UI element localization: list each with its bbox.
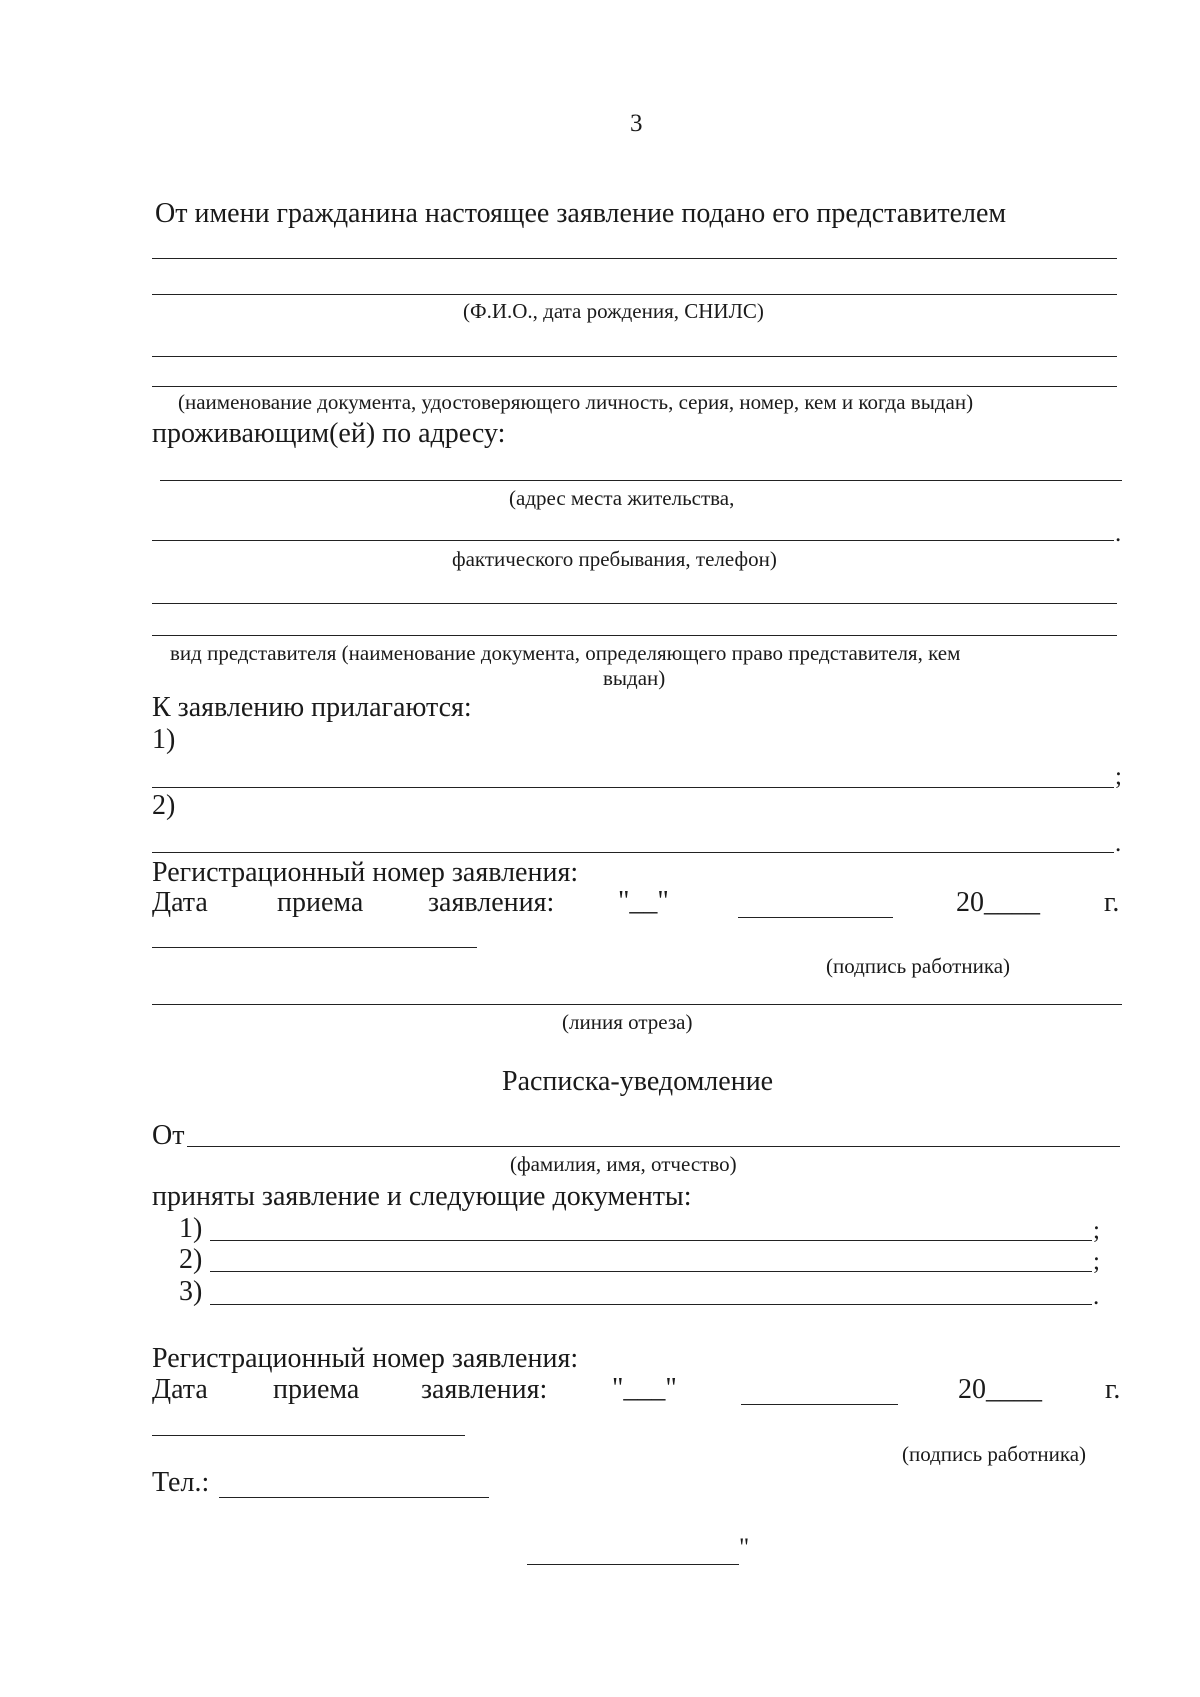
address-end-dot: . [1115, 520, 1122, 547]
receipt-item-1-number: 1) [179, 1213, 203, 1244]
receipt-item-2-number: 2) [179, 1244, 203, 1275]
blank-line-rep-kind-1[interactable] [152, 603, 1117, 604]
caption-address-2: фактического пребывания, телефон) [452, 547, 777, 571]
blank-line-address-1[interactable] [160, 480, 1122, 481]
receipt-from-label: От [152, 1120, 185, 1151]
date-year-field[interactable]: 20____ [956, 887, 1040, 918]
representative-intro: От имени гражданина настоящее заявление подано его представителем [155, 198, 1007, 229]
attachment-item-2-end: . [1115, 830, 1122, 857]
signature-line-2[interactable] [152, 1435, 465, 1436]
receipt-date-label-word-3: заявления: [421, 1374, 548, 1405]
receipt-title: Расписка-уведомление [502, 1066, 774, 1097]
blank-line-id-doc-1[interactable] [152, 356, 1117, 357]
blank-line-receipt-item-2[interactable] [210, 1271, 1092, 1272]
receipt-registration-number-label: Регистрационный номер заявления: [152, 1343, 579, 1374]
attachment-item-2-number: 2) [152, 790, 176, 821]
phone-label: Тел.: [152, 1467, 210, 1498]
attachment-item-1-number: 1) [152, 724, 176, 755]
registration-number-label: Регистрационный номер заявления: [152, 857, 579, 888]
receipt-date-year-field[interactable]: 20____ [958, 1374, 1042, 1405]
blank-line-address-2[interactable] [152, 540, 1114, 541]
blank-line-receipt-item-3[interactable] [210, 1304, 1092, 1305]
cut-line [152, 1004, 1122, 1005]
date-label-word-3: заявления: [428, 887, 555, 918]
receipt-item-2-end: ; [1093, 1248, 1100, 1275]
blank-line-representative-2[interactable] [152, 294, 1117, 295]
closing-quote: " [739, 1534, 750, 1561]
caption-rep-kind-1: вид представителя (наименование документа, определяющего право представителя, кем [170, 641, 961, 665]
receipt-item-3-end: . [1093, 1283, 1100, 1310]
receipt-date-year-suffix: г. [1105, 1374, 1121, 1405]
date-day-field[interactable]: "__" [618, 886, 669, 917]
caption-signature-1: (подпись работника) [826, 954, 1011, 978]
receipt-date-day-field[interactable]: "___" [612, 1373, 677, 1404]
caption-fio: (Ф.И.О., дата рождения, СНИЛС) [463, 299, 764, 323]
blank-line-representative-1[interactable] [152, 258, 1117, 259]
signature-line-1[interactable] [152, 947, 477, 948]
date-year-suffix: г. [1104, 887, 1120, 918]
caption-address-1: (адрес места жительства, [509, 486, 735, 510]
receipt-date-label-word-2: приема [273, 1374, 360, 1405]
blank-line-receipt-item-1[interactable] [210, 1240, 1092, 1241]
receipt-date-month-field[interactable] [741, 1404, 898, 1405]
caption-rep-kind-2: выдан) [603, 666, 666, 690]
caption-cut-line: (линия отреза) [562, 1010, 693, 1034]
attachments-heading: К заявлению прилагаются: [152, 692, 472, 723]
blank-line-attachment-2[interactable] [152, 852, 1114, 853]
receipt-item-3-number: 3) [179, 1276, 203, 1307]
phone-field[interactable] [219, 1497, 489, 1498]
attachment-item-1-end: ; [1115, 763, 1122, 790]
caption-name: (фамилия, имя, отчество) [510, 1152, 737, 1176]
caption-signature-2: (подпись работника) [902, 1442, 1087, 1466]
date-month-field[interactable] [738, 917, 893, 918]
blank-line-attachment-1[interactable] [152, 787, 1114, 788]
closing-line [527, 1564, 739, 1565]
receipt-item-1-end: ; [1093, 1217, 1100, 1244]
page-number: 3 [630, 110, 643, 137]
receipt-accepted-label: приняты заявление и следующие документы: [152, 1181, 692, 1212]
date-label-word-2: приема [277, 887, 364, 918]
residing-label: проживающим(ей) по адресу: [152, 418, 506, 449]
blank-line-id-doc-2[interactable] [152, 386, 1117, 387]
caption-id-document: (наименование документа, удостоверяющего личность, серия, номер, кем и когда выдан) [178, 390, 974, 414]
blank-line-rep-kind-2[interactable] [152, 635, 1117, 636]
receipt-date-label-word-1: Дата [152, 1374, 208, 1405]
date-label-word-1: Дата [152, 887, 208, 918]
blank-line-receipt-name[interactable] [187, 1146, 1120, 1147]
